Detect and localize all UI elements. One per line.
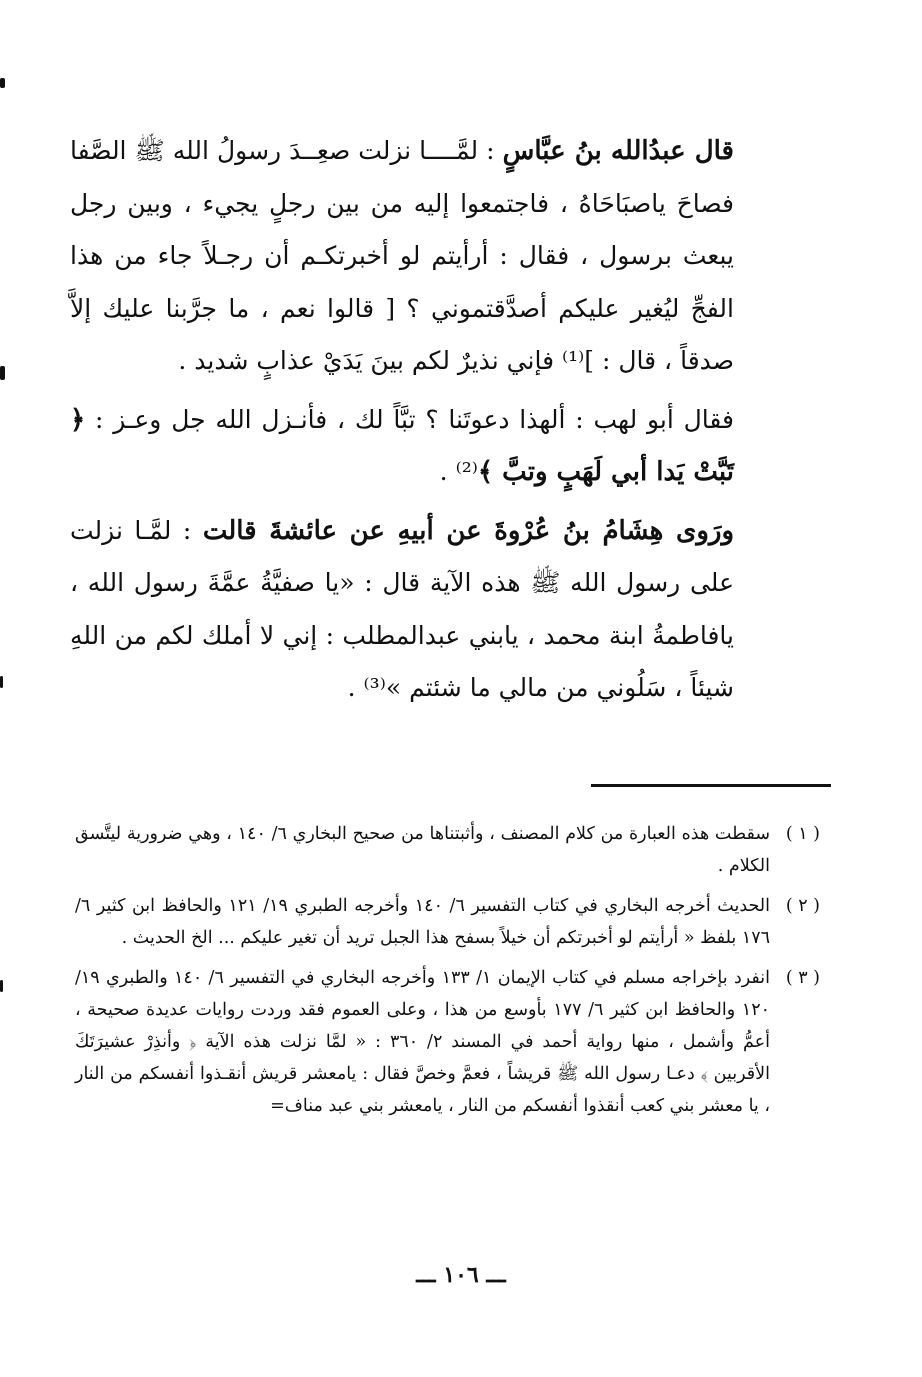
scan-edge-mark — [0, 366, 5, 380]
paragraph-1-text: : لمَّــــا نزلت صعِــدَ رسولُ الله ﷺ الصَّفا فصاحَ ياصبَاحَاهُ ، فاجتمعوا إليه من بين رجلٍ يجيء ، وبين رجل يبعث برسول ، فقال : أرأيتم لو أخبرتكـم أن رجـلاً جاء من هذا الفجِّ ليُغير عليكم أصدَّقتموني ؟ [ قالوا نعم ، ما جرَّبنا عليك إلاَّ صدقاً ، قال : ]⁽¹⁾ فإني نذيرٌ لكم بينَ يَدَيْ عذابٍ شديد . — [70, 136, 734, 375]
narrator-ibn-abbas: قال عبدُالله بنُ عبَّاسٍ — [502, 136, 734, 166]
scan-edge-mark — [0, 980, 3, 992]
footnote-text: انفرد بإخراجه مسلم في كتاب الإيمان ١/ ١٣٣ وأخرجه البخاري في التفسير ٦/ ١٤٠ والطبري ١٩/ ١٢٠ والحافظ ابن كثير ٦/ ١٧٧ بأوسع من هذا ، وعلى العموم فقد وردت روايات عديدة صحيحة ، أعمُّ وأشمل ، منها رواية أحمد في المسند ٢/ ٣٦٠ : « لمَّا نزلت هذه الآية ﴿ وأنذِرْ عشيرَتَكَ الأقربين ﴾ دعـا رسول الله ﷺ قريشاً ، فعمَّ وخصَّ فقال : يامعشر قريش أنقـذوا أنفسكم من النار ، يا معشر بني كعب أنقذوا أنفسكم من النار ، يامعشر بني عبد مناف= — [75, 968, 770, 1116]
footnote-text: الحديث أخرجه البخاري في كتاب التفسير ٦/ ١٤٠ وأخرجه الطبري ١٩/ ١٢١ والحافظ ابن كثير ٦/ ١٧٦ بلفظ « أرأيتم لو أخبرتكم أن خيلاً بسفح هذا الجبل تريد أن تغير عليكم ... الخ الحديث . — [75, 896, 771, 948]
footnote-number: ( ٢ ) — [785, 896, 820, 916]
paragraph-2-text: فقال أبو لهب : ألهذا دعوتَنا ؟ تبَّاً لك ، فأنـزل الله جل وعـز : — [95, 404, 734, 434]
paragraph-2 — [70, 394, 734, 499]
footnote-number: ( ١ ) — [785, 824, 820, 844]
paragraph-1 — [70, 125, 734, 388]
footnotes — [75, 818, 820, 1130]
scan-edge-mark — [0, 676, 3, 688]
page-number: ـــ ١٠٦ ـــ — [416, 1262, 506, 1288]
footnote-2 — [75, 890, 820, 954]
quran-verse: ﴿ تَبَّتْ يَدا أبي لَهَبٍ وتبَّ ﴾ — [70, 404, 734, 487]
footnote-text: سقطت هذه العبارة من كلام المصنف ، وأثبتناها من صحيح البخاري ٦/ ١٤٠ ، وهي ضرورية ليتَّسق الكلام . — [75, 824, 770, 876]
footnote-3 — [75, 962, 820, 1122]
footnote-number: ( ٣ ) — [785, 968, 820, 988]
footnote-1 — [75, 818, 820, 882]
scan-edge-mark — [0, 78, 5, 88]
footnote-ref-2: ⁽²⁾ . — [439, 457, 478, 486]
paragraph-3 — [70, 505, 734, 715]
main-text — [70, 125, 734, 715]
paragraph-3-text: : لمَّـا نزلت على رسول الله ﷺ هذه الآية قال : «يا صفيَّةُ عمَّةَ رسول الله ، يافاطمةُ ابنة محمد ، يابني عبدالمطلب : إني لا أملك لكم من اللهِ شيئاً ، سَلُوني من مالي ما شئتم »⁽³⁾ . — [70, 515, 734, 702]
narrator-hisham: ورَوى هِشَامُ بنُ عُرْوةَ عن أبيهِ عن عائشةَ قالت — [202, 515, 734, 546]
footnote-separator — [591, 784, 831, 787]
